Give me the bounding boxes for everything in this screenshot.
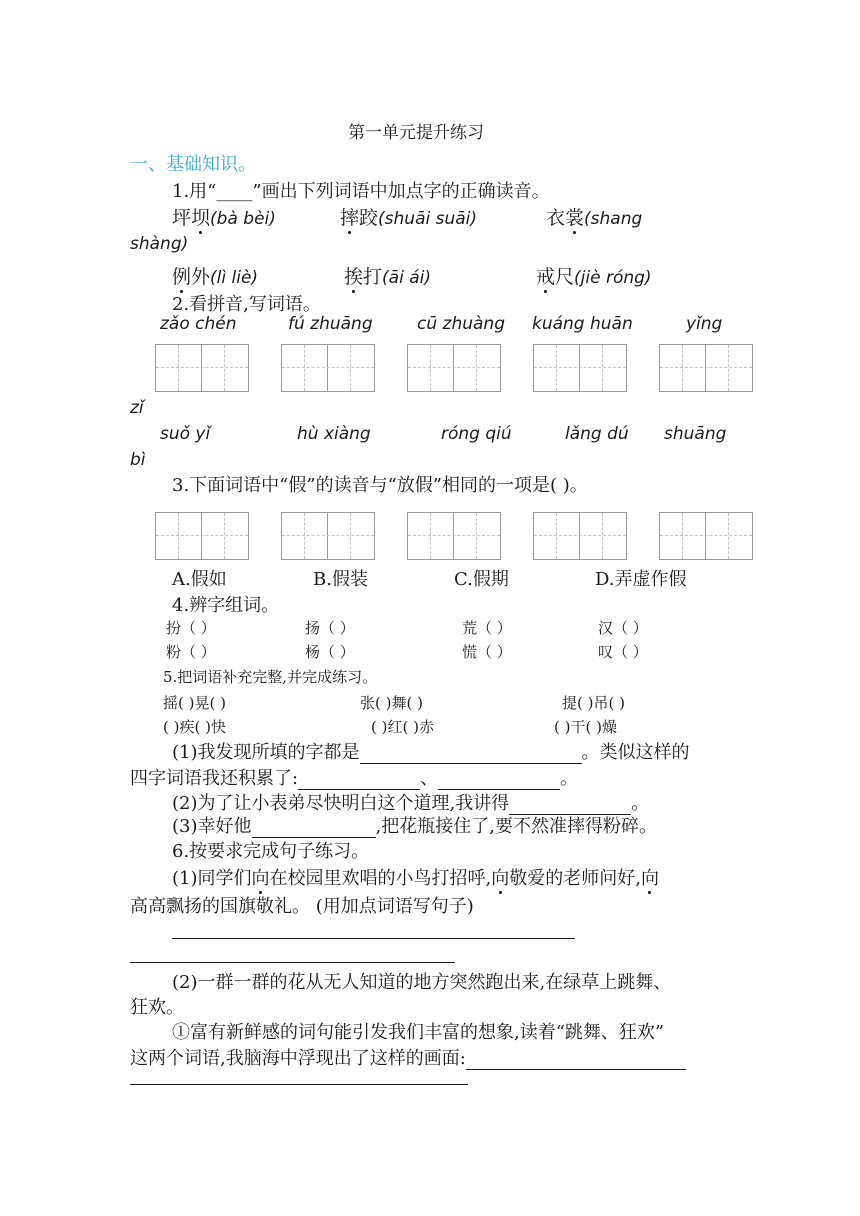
q5-item: ( )疾( )快 <box>163 718 226 736</box>
answer-blank[interactable] <box>466 1048 686 1070</box>
q4-item: 粉（ ） <box>166 643 216 661</box>
q3-prompt: 3.下面词语中“假”的读音与“放假”相同的一项是( )。 <box>172 475 588 496</box>
q1-item-5: 挨打(āi ái) <box>344 266 431 288</box>
answer-blank[interactable] <box>360 742 582 764</box>
q3-option-b[interactable]: B.假装 <box>313 569 368 590</box>
q3-option-c[interactable]: C.假期 <box>454 569 509 590</box>
q5-sentence-1-cont: 四字词语我还积累了: 、 。 <box>130 768 579 789</box>
pinyin-6: suǒ yǐ <box>160 424 211 444</box>
q6-sentence-2: (2)一群一群的花从无人知道的地方突然跑出来,在绿草上跳舞、 <box>172 972 672 993</box>
answer-blank[interactable] <box>252 816 376 838</box>
writing-grid[interactable] <box>659 512 753 560</box>
pinyin-10-wrap: bì <box>130 450 146 470</box>
q2-prompt: 2.看拼音,写词语。 <box>172 294 321 315</box>
answer-line[interactable] <box>172 938 575 939</box>
q4-item: 汉（ ） <box>598 619 648 637</box>
q6-sentence-3-cont: 这两个词语,我脑海中浮现出了这样的画面: <box>130 1044 686 1070</box>
q5-item: 摇( )晃( ) <box>163 694 226 712</box>
q5-item: ( )干( )燥 <box>554 718 617 736</box>
writing-grid[interactable] <box>659 344 753 392</box>
q6-sentence-2-cont: 狂欢。 <box>130 997 184 1018</box>
q5-sentence-3: (3)幸好他 ,把花瓶接住了,要不然准摔得粉碎。 <box>172 816 657 837</box>
answer-line[interactable] <box>130 962 455 963</box>
q4-prompt: 4.辨字组词。 <box>172 595 280 616</box>
q5-sentence-1: (1)我发现所填的字都是 。类似这样的 <box>172 742 690 763</box>
q6-sentence-3: ①富有新鲜感的词句能引发我们丰富的想象,读着“跳舞、狂欢” <box>172 1022 665 1043</box>
q6-sentence-1: (1)同学们向在校园里欢唱的小鸟打招呼,向敬爱的老师问好,向 <box>172 868 659 889</box>
pinyin-10: shuāng <box>664 424 727 444</box>
q1-item-6: 戒尺(jiè róng) <box>536 266 652 288</box>
q6-sentence-1-cont: 高高飘扬的国旗敬礼。 (用加点词语写句子) <box>130 896 474 917</box>
q1-item-4: 例外(lì liè) <box>172 266 259 288</box>
pinyin-1: zǎo chén <box>160 314 237 334</box>
q1-item-1: 坪坝(bà bèi) <box>172 207 276 229</box>
q1-item-3: 衣裳(shang <box>546 207 643 229</box>
q6-prompt: 6.按要求完成句子练习。 <box>172 841 370 862</box>
writing-grid[interactable] <box>155 344 249 392</box>
writing-grid[interactable] <box>281 344 375 392</box>
q5-item: 提( )吊( ) <box>562 694 625 712</box>
answer-line[interactable] <box>130 1084 468 1085</box>
writing-grid[interactable] <box>407 512 501 560</box>
q1-prompt: 1.用“____”画出下列词语中加点字的正确读音。 <box>172 181 550 202</box>
q3-option-d[interactable]: D.弄虚作假 <box>595 569 687 590</box>
writing-grid[interactable] <box>155 512 249 560</box>
pinyin-5-wrap: zǐ <box>130 398 144 418</box>
q5-sentence-2: (2)为了让小表弟尽快明白这个道理,我讲得 。 <box>172 793 650 814</box>
q4-item: 叹（ ） <box>598 643 648 661</box>
pinyin-7: hù xiàng <box>297 424 371 444</box>
q5-item: 张( )舞( ) <box>360 694 423 712</box>
answer-blank[interactable] <box>438 768 560 790</box>
q4-item: 扮（ ） <box>166 619 216 637</box>
q4-item: 荒（ ） <box>462 619 512 637</box>
q5-item: ( )红( )赤 <box>371 718 434 736</box>
pinyin-4: kuáng huān <box>532 314 633 334</box>
writing-grid[interactable] <box>533 512 627 560</box>
q1-item-3-wrap: shàng) <box>130 234 189 254</box>
q3-option-a[interactable]: A.假如 <box>172 569 227 590</box>
q4-item: 扬（ ） <box>305 619 355 637</box>
pinyin-3: cū zhuàng <box>417 314 505 334</box>
writing-grid[interactable] <box>281 512 375 560</box>
writing-grid[interactable] <box>533 344 627 392</box>
pinyin-5: yǐng <box>686 314 723 334</box>
writing-grid[interactable] <box>407 344 501 392</box>
q1-item-2: 摔跤(shuāi suāi) <box>340 207 478 229</box>
pinyin-2: fú zhuāng <box>288 314 373 334</box>
pinyin-9: lǎng dú <box>565 424 629 444</box>
section-heading: 一、基础知识。 <box>130 154 256 175</box>
q4-item: 杨（ ） <box>305 643 355 661</box>
page-title: 第一单元提升练习 <box>348 123 484 143</box>
answer-blank[interactable] <box>298 768 420 790</box>
q5-prompt: 5.把词语补充完整,并完成练习。 <box>163 668 378 686</box>
q4-item: 慌（ ） <box>462 643 512 661</box>
pinyin-8: róng qiú <box>441 424 512 444</box>
